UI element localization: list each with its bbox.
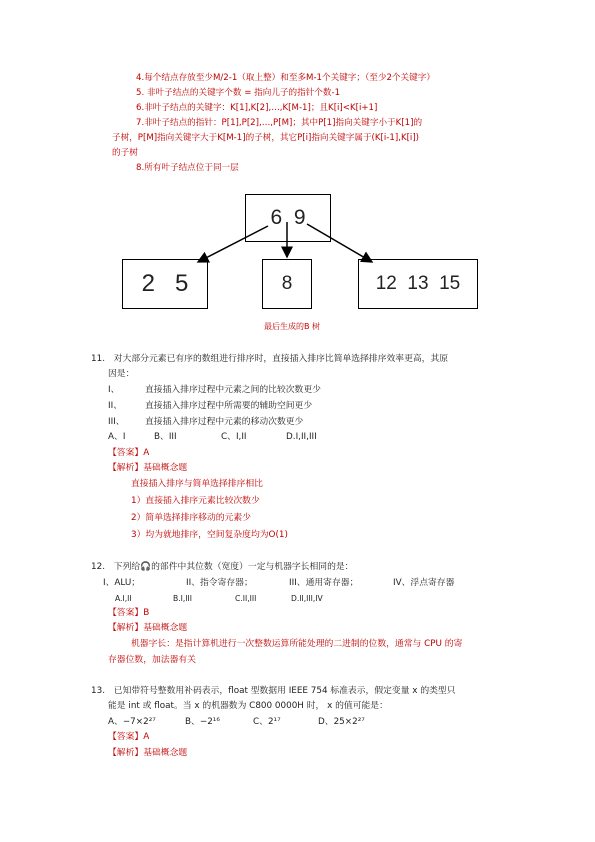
rule-line-8: 8.所有叶子结点位于同一层: [136, 163, 239, 173]
q11-choice-c: C、I,II: [221, 432, 247, 442]
q12-stem: 12. 下列给🎧的部件中其位数（宽度）一定与机器字长相同的是：: [91, 562, 354, 572]
q13-analysis: 【解析】基础概念题: [108, 748, 188, 758]
q12-analysis: 【解析】基础概念题: [108, 623, 188, 633]
q11-explain-title: 直接插入排序与简单选择排序相比: [131, 479, 263, 489]
q11-explain-item-1: 1）直接插入排序元素比较次数少: [131, 496, 260, 506]
arrow-to-right-leaf: [307, 224, 372, 262]
btree-root-keys: 6 9: [270, 206, 306, 229]
q11-option-2-text: 直接插入排序过程中所需要的辅助空间更少: [145, 401, 313, 411]
q11-explain-item-2: 2）简单选择排序移动的元素少: [131, 513, 251, 523]
q12-answer: 【答案】B: [108, 608, 150, 618]
q11-option-1-num: I、: [108, 385, 120, 395]
q13-choice-b: B、−2¹⁶: [185, 717, 220, 727]
q13-answer: 【答案】A: [108, 732, 150, 742]
q12-item-4: IV、浮点寄存器: [393, 578, 455, 588]
q13-choice-c: C、2¹⁷: [253, 717, 281, 727]
q13-stem-line2: 能是 int 或 float。当 x 的机器数为 C800 0000H 时， x 的值可能是：: [108, 701, 388, 711]
rule-line-7-end: 的子树: [112, 148, 138, 158]
q11-option-3-num: III、: [108, 417, 125, 427]
rule-line-6: 6.非叶子结点的关键字：K[1],K[2],…,K[M-1]；且K[i]<K[i+1]: [136, 103, 378, 113]
q12-choice-d: D.II,III,IV: [291, 594, 323, 603]
btree-caption: 最后生成的B 树: [264, 322, 321, 331]
q11-choice-a: A、I: [108, 432, 126, 442]
q12-item-1: I、ALU；: [103, 578, 141, 588]
btree-leaf-middle-keys: 8: [281, 273, 293, 294]
q12-explain-line2: 存器位数，加法器有关: [108, 655, 196, 665]
rule-line-4: 4.每个结点存放至少M/2-1（取上整）和至多M-1个关键字；（至少2个关键字）: [136, 73, 435, 83]
q12-item-3: III、通用寄存器；: [289, 578, 359, 588]
q11-choice-d: D.I,II,III: [286, 432, 317, 442]
q11-stem-line1: 11. 对大部分元素已有序的数组进行排序时，直接插入排序比简单选择排序效率更高，其原: [91, 354, 449, 364]
q12-explain-line1: 机器字长：是指计算机进行一次整数运算所能处理的二进制的位数，通常与 CPU 的寄: [131, 639, 463, 649]
q13-choice-a: A、−7×2²⁷: [108, 717, 156, 727]
q11-stem-line2: 因是：: [108, 369, 135, 379]
q11-explain-item-3: 3）均为就地排序，空间复杂度均为O(1): [131, 530, 288, 540]
q12-choice-b: B.I,III: [173, 594, 192, 603]
q11-option-1-text: 直接插入排序过程中元素之间的比较次数更少: [145, 385, 321, 395]
q12-choice-a: A.I,II: [115, 594, 132, 603]
q12-choice-c: C.II,III: [235, 594, 257, 603]
btree-leaf-left-keys: 2 5: [141, 270, 189, 297]
q11-option-2-num: II、: [108, 401, 122, 411]
arrow-to-left-leaf: [198, 226, 268, 262]
q11-choice-b: B、III: [154, 432, 177, 442]
q11-answer: 【答案】A: [108, 448, 150, 458]
q12-item-2: II、指令寄存器；: [186, 578, 253, 588]
rule-line-7-cont: 子树，P[M]指向关键字大于K[M-1]的子树，其它P[i]指向关键字属于(K[i-1],K[i]): [112, 133, 420, 143]
rule-line-5: 5. 非叶子结点的关键字个数 = 指向儿子的指针个数-1: [136, 88, 341, 98]
q13-stem-line1: 13. 已知带符号整数用补码表示，float 型数据用 IEEE 754 标准表示，假定变量 x 的类型只: [91, 686, 456, 696]
btree-leaf-right-keys: 12 13 15: [375, 273, 461, 294]
q13-choice-d: D、25×2²⁷: [318, 717, 365, 727]
rule-line-7: 7.非叶子结点的指针：P[1],P[2],…,P[M]；其中P[1]指向关键字小于K[1]的: [136, 118, 423, 128]
q11-analysis: 【解析】基础概念题: [108, 463, 188, 473]
q11-option-3-text: 直接插入排序过程中元素的移动次数更少: [145, 417, 304, 427]
